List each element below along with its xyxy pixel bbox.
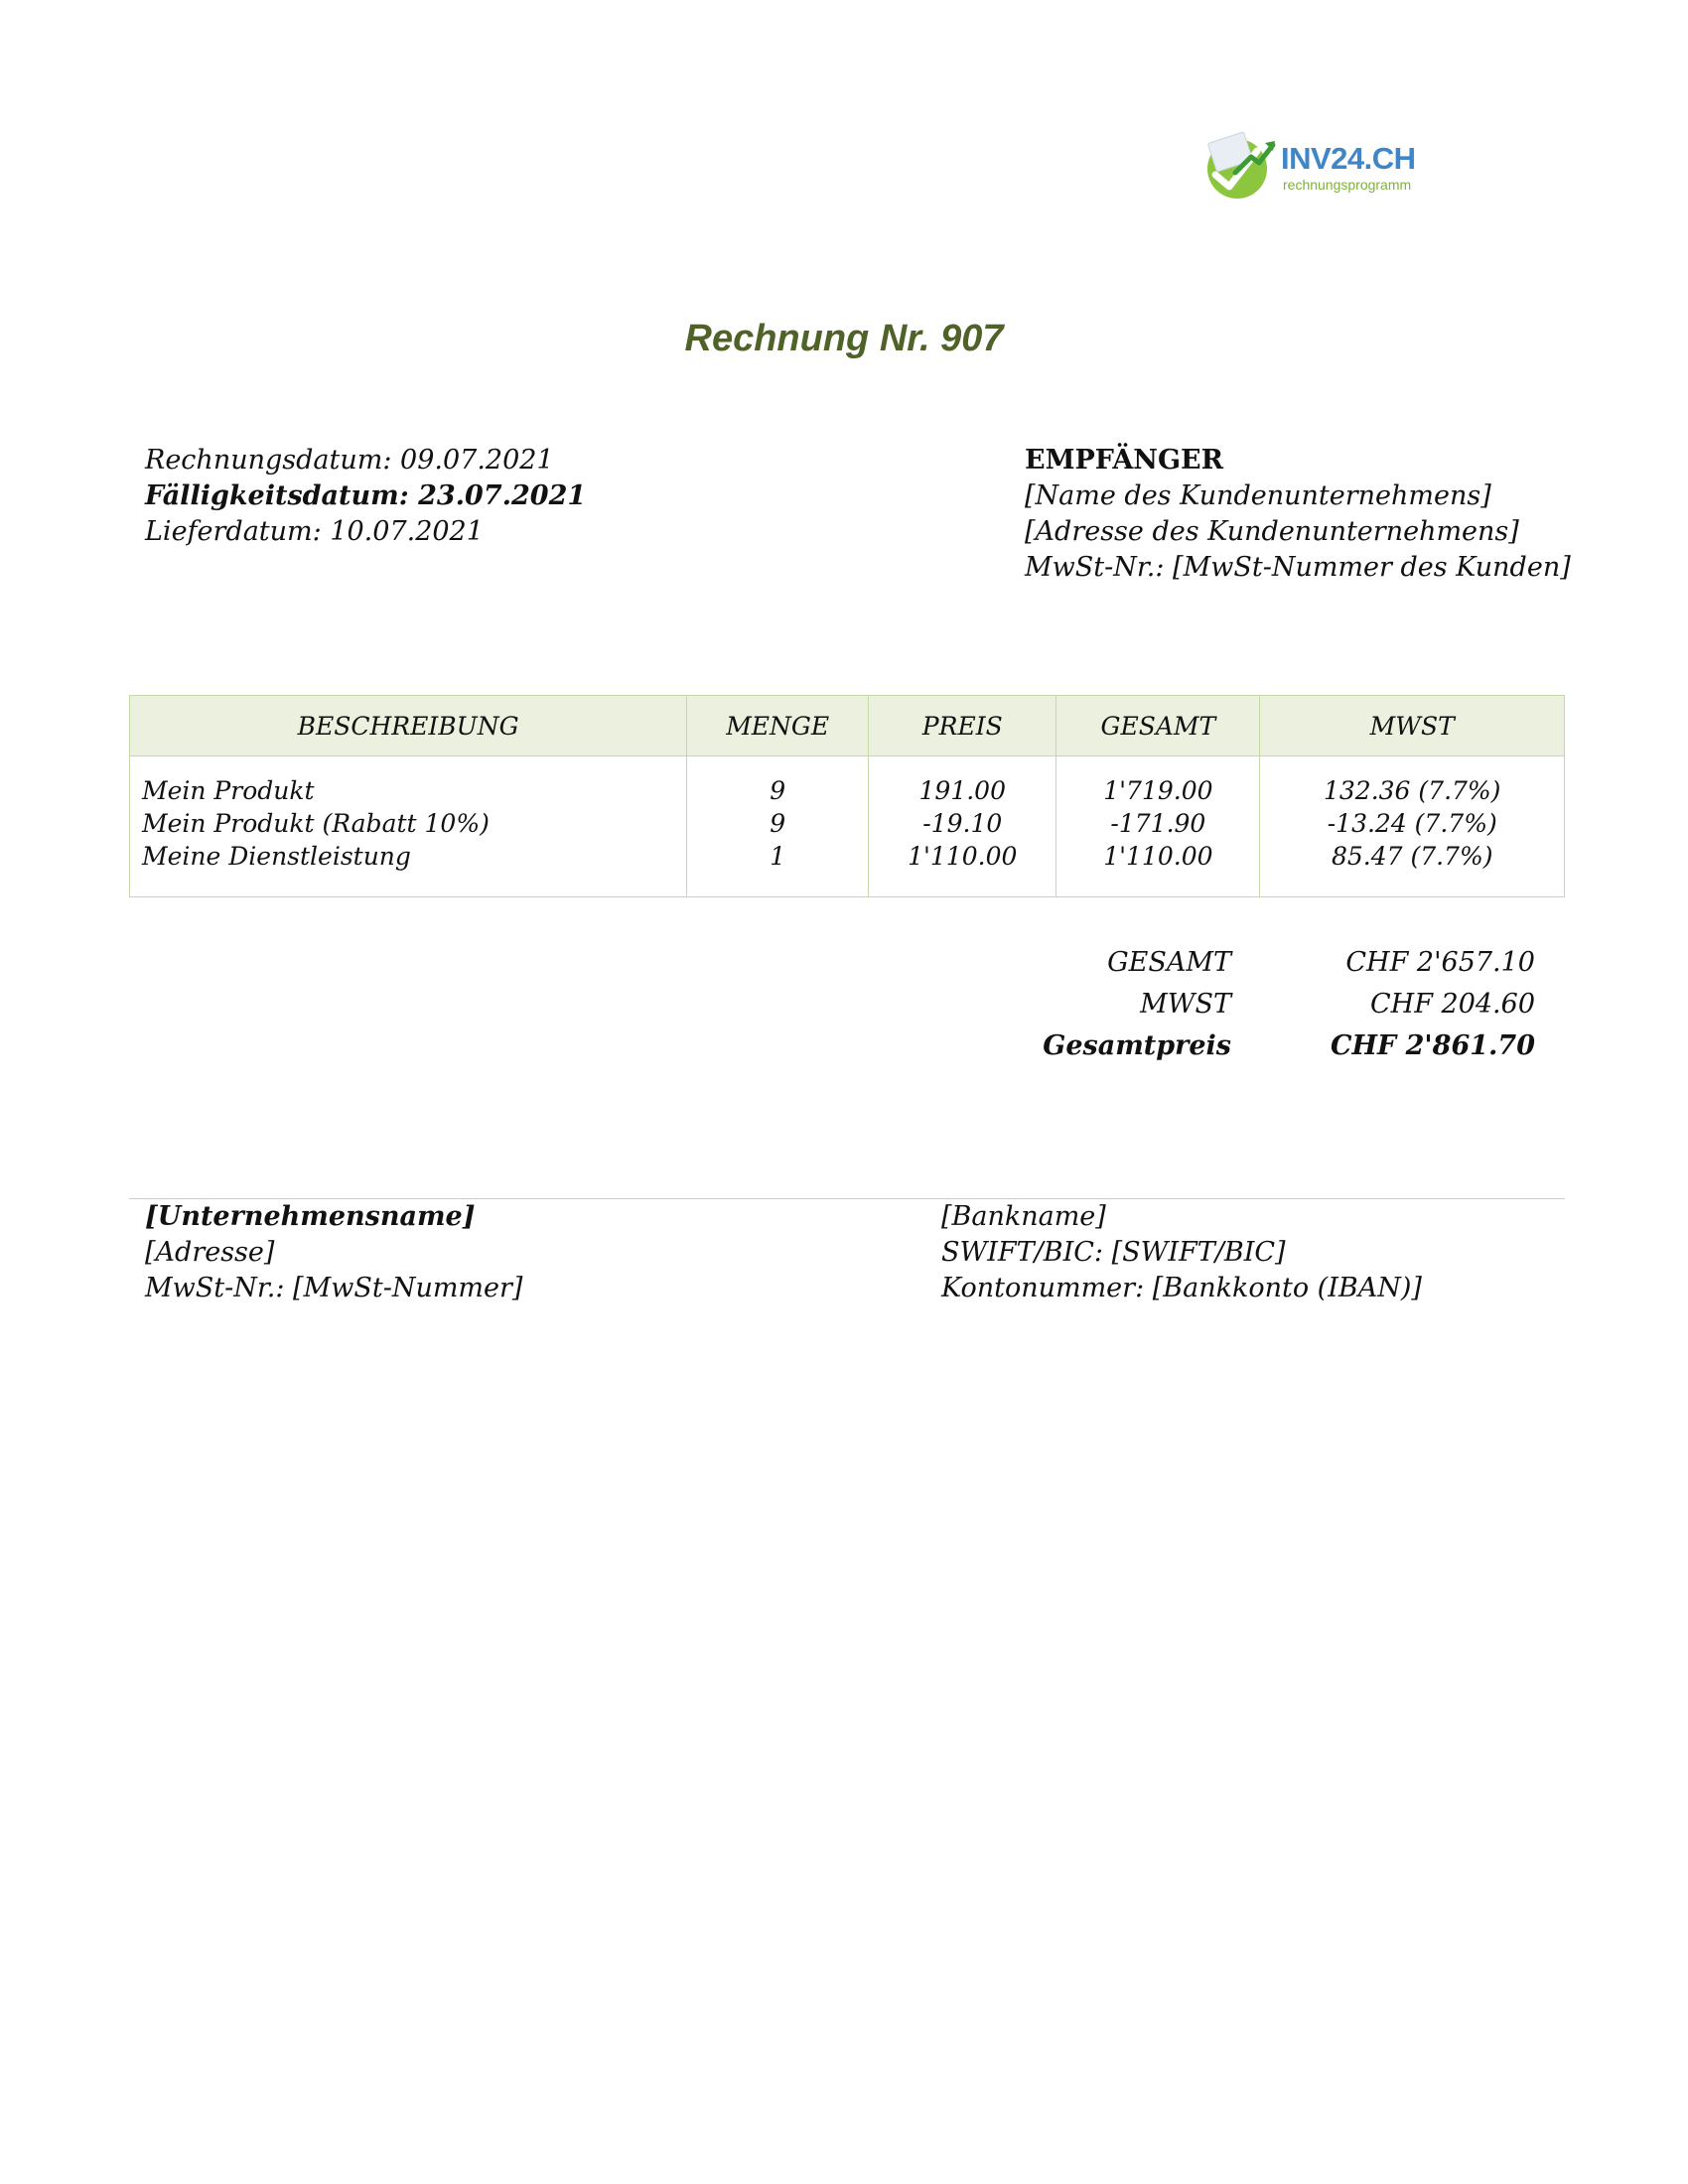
due-date: Fälligkeitsdatum: 23.07.2021 bbox=[145, 480, 587, 511]
recipient-vat: MwSt-Nr.: [MwSt-Nummer des Kunden] bbox=[1025, 552, 1571, 583]
description-cell bbox=[130, 756, 687, 897]
totals-block bbox=[993, 947, 1549, 1072]
gross-total-row bbox=[993, 1030, 1549, 1072]
logo-tagline: rechnungsprogramm bbox=[1283, 177, 1412, 193]
recipient-name: [Name des Kundenunternehmens] bbox=[1025, 480, 1491, 511]
item-vat: -13.24 (7.7%) bbox=[1327, 809, 1497, 838]
vat-cell bbox=[1260, 756, 1565, 897]
company-name: [Unternehmensname] bbox=[145, 1201, 476, 1232]
bank-name: [Bankname] bbox=[941, 1201, 1106, 1232]
company-vat: MwSt-Nr.: [MwSt-Nummer] bbox=[145, 1273, 523, 1303]
item-total: 1'110.00 bbox=[1103, 842, 1213, 871]
line-items-table bbox=[129, 695, 1565, 897]
total-cell bbox=[1056, 756, 1260, 897]
invoice-title: Rechnung Nr. 907 bbox=[684, 318, 1004, 359]
item-quantity: 1 bbox=[770, 842, 786, 871]
company-address: [Adresse] bbox=[145, 1237, 275, 1268]
item-description: Mein Produkt (Rabatt 10%) bbox=[142, 809, 490, 838]
net-total-value: CHF 2'657.10 bbox=[1345, 947, 1535, 978]
item-total: 1'719.00 bbox=[1103, 776, 1213, 805]
item-price: 1'110.00 bbox=[908, 842, 1018, 871]
gross-total-value: CHF 2'861.70 bbox=[1331, 1030, 1535, 1061]
logo-check-icon bbox=[1201, 129, 1277, 201]
recipient-heading: EMPFÄNGER bbox=[1025, 445, 1224, 476]
table-header-row bbox=[130, 696, 1565, 756]
item-description: Meine Dienstleistung bbox=[142, 842, 411, 871]
quantity-cell bbox=[687, 756, 869, 897]
item-price: 191.00 bbox=[918, 776, 1006, 805]
item-vat: 85.47 (7.7%) bbox=[1331, 842, 1493, 871]
bank-account: Kontonummer: [Bankkonto (IBAN)] bbox=[941, 1273, 1422, 1303]
company-block bbox=[145, 1199, 522, 1306]
header-vat: MWST bbox=[1260, 696, 1565, 756]
header-quantity: MENGE bbox=[687, 696, 869, 756]
item-quantity: 9 bbox=[770, 809, 786, 838]
item-vat: 132.36 (7.7%) bbox=[1323, 776, 1501, 805]
vat-total-row bbox=[993, 989, 1549, 1030]
item-quantity: 9 bbox=[770, 776, 786, 805]
header-total: GESAMT bbox=[1056, 696, 1260, 756]
item-price: -19.10 bbox=[922, 809, 1003, 838]
net-total-label: GESAMT bbox=[1107, 947, 1231, 978]
bank-swift: SWIFT/BIC: [SWIFT/BIC] bbox=[941, 1237, 1286, 1268]
invoice-date: Rechnungsdatum: 09.07.2021 bbox=[145, 445, 554, 476]
net-total-row bbox=[993, 947, 1549, 989]
delivery-date: Lieferdatum: 10.07.2021 bbox=[145, 516, 484, 547]
company-logo bbox=[1201, 129, 1416, 201]
table-body-row bbox=[130, 756, 1565, 897]
item-description: Mein Produkt bbox=[142, 776, 315, 805]
vat-total-label: MWST bbox=[1140, 989, 1231, 1020]
vat-total-value: CHF 204.60 bbox=[1370, 989, 1535, 1020]
recipient-block bbox=[1025, 443, 1571, 586]
invoice-dates bbox=[145, 443, 586, 550]
recipient-address: [Adresse des Kundenunternehmens] bbox=[1025, 516, 1519, 547]
header-price: PREIS bbox=[869, 696, 1056, 756]
price-cell bbox=[869, 756, 1056, 897]
bank-block bbox=[941, 1199, 1422, 1306]
gross-total-label: Gesamtpreis bbox=[1043, 1030, 1231, 1061]
header-description: BESCHREIBUNG bbox=[130, 696, 687, 756]
item-total: -171.90 bbox=[1110, 809, 1206, 838]
logo-name: INV24.CH bbox=[1281, 141, 1416, 176]
